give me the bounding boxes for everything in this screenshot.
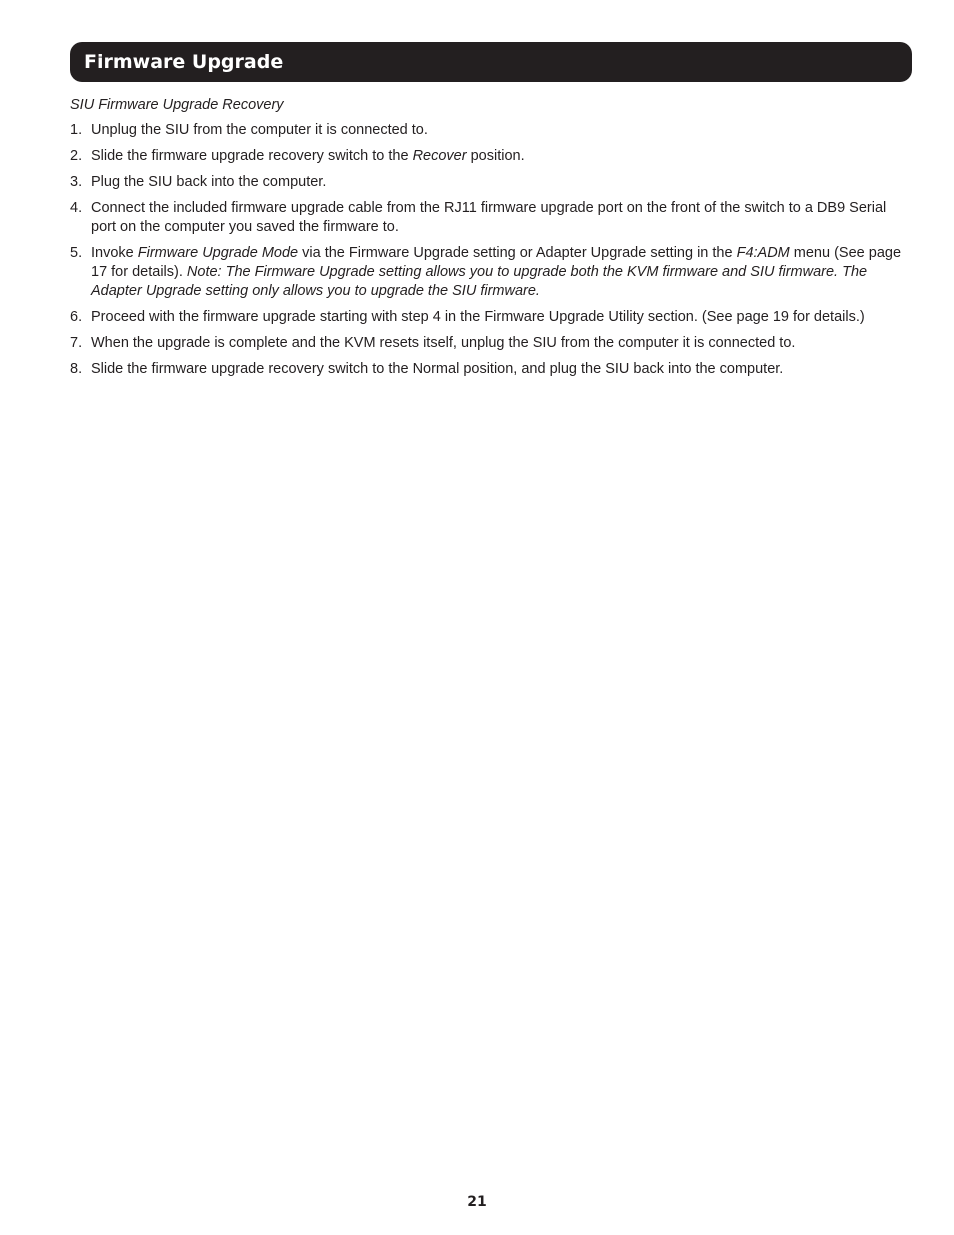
step-number: 2. [70,148,83,164]
step-text-part: Slide the firmware upgrade recovery switch to the [91,148,413,164]
step-number: 4. [70,200,83,216]
step-text: Plug the SIU back into the computer. [91,174,327,190]
subsection-title: SIU Firmware Upgrade Recovery [70,97,284,113]
step-text-part: menu (See page 17 for details). [91,245,902,280]
list-item [70,199,910,237]
list-item [70,121,910,140]
list-item [70,308,910,327]
list-item [70,360,910,379]
list-item [70,244,910,301]
step-text-emphasis: Recover [412,148,467,164]
list-item [70,334,910,353]
step-number: 1. [70,122,83,138]
section-header-bar [70,42,912,82]
step-text: Proceed with the firmware upgrade starting with step 4 in the Firmware Upgrade Utility section. (See page 19 for details.) [91,309,865,325]
page-number: 21 [467,1194,487,1210]
step-text-emphasis: F4:ADM [736,245,790,261]
list-item [70,173,910,192]
section-title: Firmware Upgrade [84,51,284,73]
step-text [91,244,910,301]
step-text [91,147,910,166]
step-number: 7. [70,335,83,351]
step-text: When the upgrade is complete and the KVM resets itself, unplug the SIU from the computer it is connected to. [91,335,796,351]
step-text: Unplug the SIU from the computer it is connected to. [91,122,428,138]
steps-list [70,121,910,386]
step-text: Connect the included firmware upgrade cable from the RJ11 firmware upgrade port on the front of the switch to a DB9 Serial port on the computer you saved the firmware to. [91,200,887,235]
list-item [70,147,910,166]
step-note: Note: The Firmware Upgrade setting allows you to upgrade both the KVM firmware and SIU firmware. The Adapter Upgrade setting only allows you to upgrade the SIU firmware. [91,264,868,299]
step-number: 8. [70,361,83,377]
step-number: 6. [70,309,83,325]
step-number: 3. [70,174,83,190]
step-number: 5. [70,245,83,261]
step-text-part: via the Firmware Upgrade setting or Adapter Upgrade setting in the [298,245,737,261]
step-text-part: position. [466,148,525,164]
step-text-emphasis: Firmware Upgrade Mode [137,245,299,261]
step-text: Slide the firmware upgrade recovery switch to the Normal position, and plug the SIU back into the computer. [91,361,784,377]
step-text-part: Invoke [91,245,138,261]
